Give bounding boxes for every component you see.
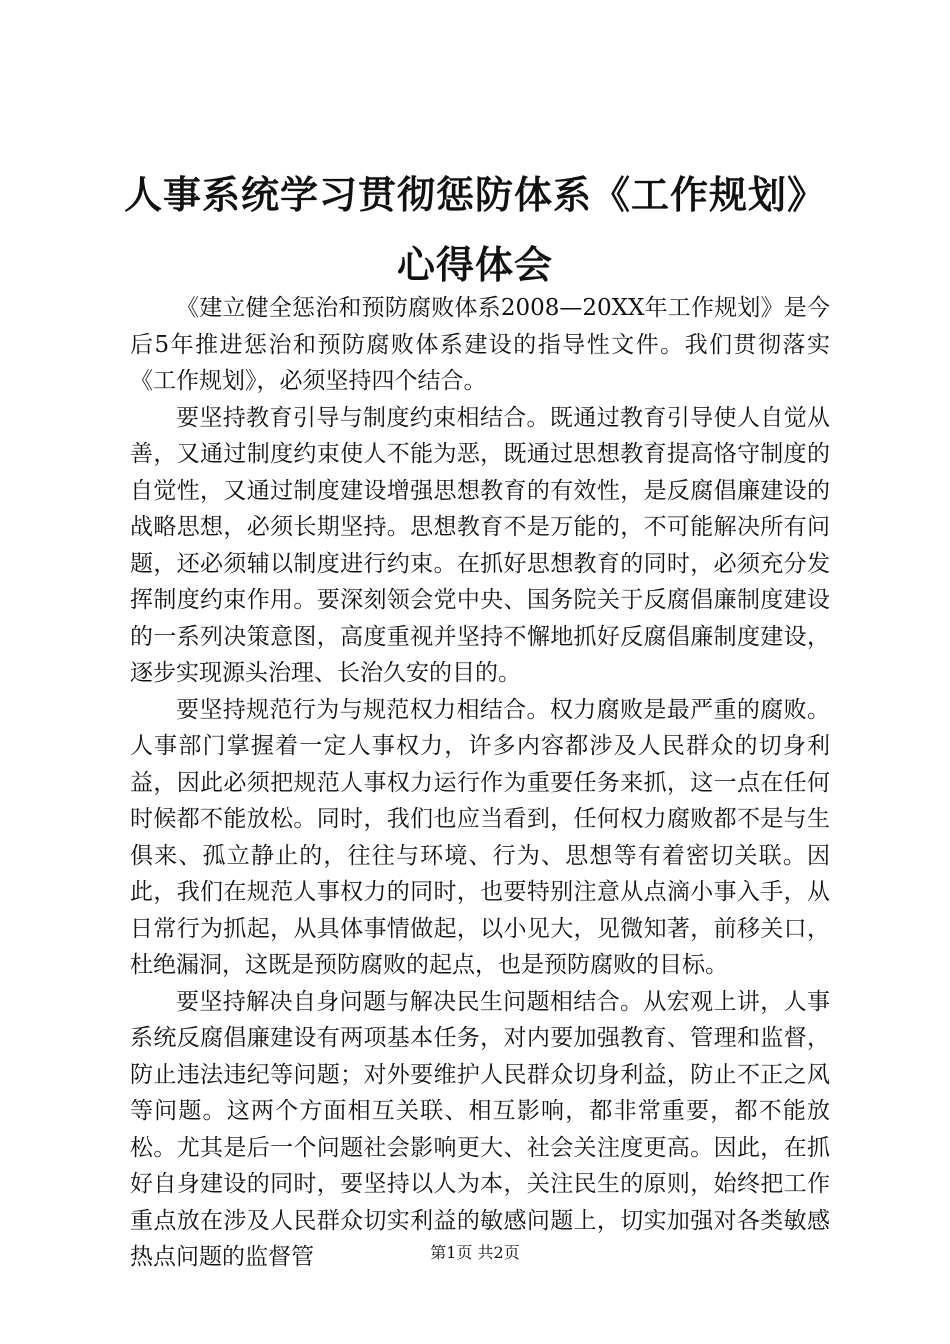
page-number-footer: 第1页 共2页 <box>430 1243 520 1262</box>
paragraph-behavior-and-power: 要坚持规范行为与规范权力相结合。权力腐败是最严重的腐败。人事部门掌握着一定人事权力，许多内容都涉及人民群众的切身利益，因此必须把规范人事权力运行作为重要任务来抓，这一点在任何时候都不能放松。同时，我们也应当看到，任何权力腐败都不是与生俱来、孤立静止的，往往与环境、行为、思想等有着密切关联。因此，我们在规范人事权力的同时，也要特别注意从点滴小事入手，从日常行为抓起，从具体事情做起，以小见大，见微知著，前移关口，杜绝漏洞，这既是预防腐败的起点，也是预防腐败的目标。 <box>130 696 830 978</box>
paragraph-self-and-livelihood: 要坚持解决自身问题与解决民生问题相结合。从宏观上讲，人事系统反腐倡廉建设有两项基本任务，对内要加强教育、管理和监督，防止违法违纪等问题；对外要维护人民群众切身利益，防止不正之风等问题。这两个方面相互关联、相互影响，都非常重要，都不能放松。尤其是后一个问题社会影响更大、社会关注度更高。因此，在抓好自身建设的同时，要坚持以人为本，关注民生的原则，始终把工作重点放在涉及人民群众切实利益的敏感问题上，切实加强对各类敏感热点问题的监督管 <box>130 988 830 1270</box>
paragraph-education-and-system: 要坚持教育引导与制度约束相结合。既通过教育引导使人自觉从善，又通过制度约束使人不能为恶，既通过思想教育提高恪守制度的自觉性，又通过制度建设增强思想教育的有效性，是反腐倡廉建设的战略思想，必须长期坚持。思想教育不是万能的，不可能解决所有问题，还必须辅以制度进行约束。在抓好思想教育的同时，必须充分发挥制度约束作用。要深刻领会党中央、国务院关于反腐倡廉制度建设的一系列决策意图，高度重视并坚持不懈地抓好反腐倡廉制度建设，逐步实现源头治理、长治久安的目的。 <box>130 404 830 686</box>
paragraph-intro: 《建立健全惩治和预防腐败体系2008—20XX年工作规划》是今后5年推进惩治和预防腐败体系建设的指导性文件。我们贯彻落实《工作规划》，必须坚持四个结合。 <box>130 295 830 394</box>
document-title: 人事系统学习贯彻惩防体系《工作规划》心得体会 <box>123 173 826 287</box>
